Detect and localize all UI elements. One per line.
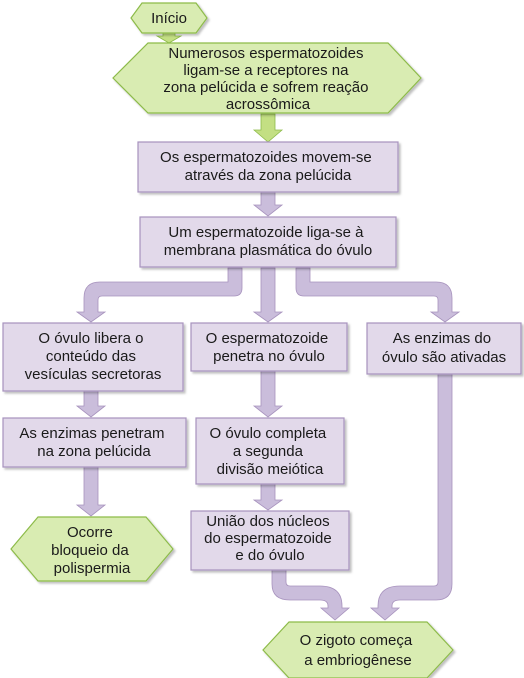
release-line-3: vesículas secretoras bbox=[24, 366, 162, 383]
zygote-line-2: a embriogênese bbox=[304, 652, 412, 669]
zygote-line-1: O zigoto começa bbox=[299, 632, 413, 649]
meiosis-line-1: O óvulo completa bbox=[209, 425, 327, 442]
binding-node bbox=[113, 43, 421, 113]
enter-line-2: penetra no óvulo bbox=[213, 348, 325, 365]
zygote-node bbox=[263, 622, 453, 678]
fuse-line-2: membrana plasmática do óvulo bbox=[163, 242, 373, 259]
binding-line-3: zona pelúcida e sofrem reação bbox=[163, 79, 369, 96]
arrow-meiosis-to-union bbox=[254, 484, 282, 510]
union-line-3: e do óvulo bbox=[235, 547, 305, 564]
binding-line-4: acrossômica bbox=[225, 96, 311, 113]
release-node bbox=[3, 323, 183, 391]
arrow-binding-to-move bbox=[254, 114, 282, 142]
binding-line-2: ligam-se a receptores na bbox=[183, 62, 349, 79]
release-line-2: conteúdo das bbox=[45, 348, 136, 365]
zygote-shape bbox=[263, 622, 453, 678]
enter-node bbox=[191, 323, 347, 371]
meiosis-node bbox=[196, 418, 344, 484]
arrow-fuse-to-enter bbox=[254, 268, 282, 322]
move-line-2: através da zona pelúcida bbox=[184, 167, 352, 184]
block-node bbox=[11, 517, 173, 581]
union-node bbox=[191, 511, 349, 570]
activate-line-1: As enzimas do bbox=[392, 330, 492, 347]
move-label bbox=[160, 149, 376, 184]
block-line-3: polispermia bbox=[53, 560, 131, 577]
enter-line-1: O espermatozoide bbox=[205, 330, 329, 347]
activate-line-2: óvulo são ativadas bbox=[381, 349, 507, 366]
release-line-1: O óvulo libera o bbox=[38, 330, 144, 347]
start-label: Início bbox=[151, 10, 187, 27]
activate-node bbox=[367, 323, 521, 374]
block-line-1: Ocorre bbox=[66, 524, 113, 541]
enter-label bbox=[206, 330, 333, 365]
penetrate-node bbox=[3, 418, 186, 467]
arrow-fuse-to-activate bbox=[296, 268, 459, 322]
arrow-enter-to-meiosis bbox=[254, 371, 282, 417]
block-line-2: bloqueio da bbox=[51, 542, 129, 559]
arrow-activate-to-zygote bbox=[371, 374, 452, 620]
penetrate-line-2: na zona pelúcida bbox=[37, 443, 151, 460]
arrow-penetrate-to-block bbox=[77, 467, 105, 516]
arrow-release-to-penetrate bbox=[77, 391, 105, 417]
arrow-fuse-to-release bbox=[77, 268, 242, 322]
move-line-1: Os espermatozoides movem-se bbox=[160, 149, 372, 166]
fuse-label bbox=[164, 224, 372, 259]
start-node bbox=[131, 3, 207, 33]
union-line-2: do espermatozoide bbox=[204, 530, 332, 547]
arrow-start-to-binding bbox=[157, 33, 181, 43]
meiosis-line-3: divisão meiótica bbox=[216, 461, 324, 478]
binding-line-1: Numerosos espermatozoides bbox=[168, 45, 364, 62]
fuse-node bbox=[140, 217, 396, 267]
arrow-union-to-zygote bbox=[272, 570, 349, 620]
penetrate-line-1: As enzimas penetram bbox=[19, 425, 165, 442]
meiosis-line-2: a segunda bbox=[232, 443, 303, 460]
union-line-1: União dos núcleos bbox=[206, 513, 330, 530]
penetrate-label bbox=[19, 425, 168, 460]
arrow-move-to-fuse bbox=[254, 192, 282, 216]
fuse-line-1: Um espermatozoide liga-se à bbox=[168, 224, 364, 241]
move-node bbox=[138, 142, 398, 192]
